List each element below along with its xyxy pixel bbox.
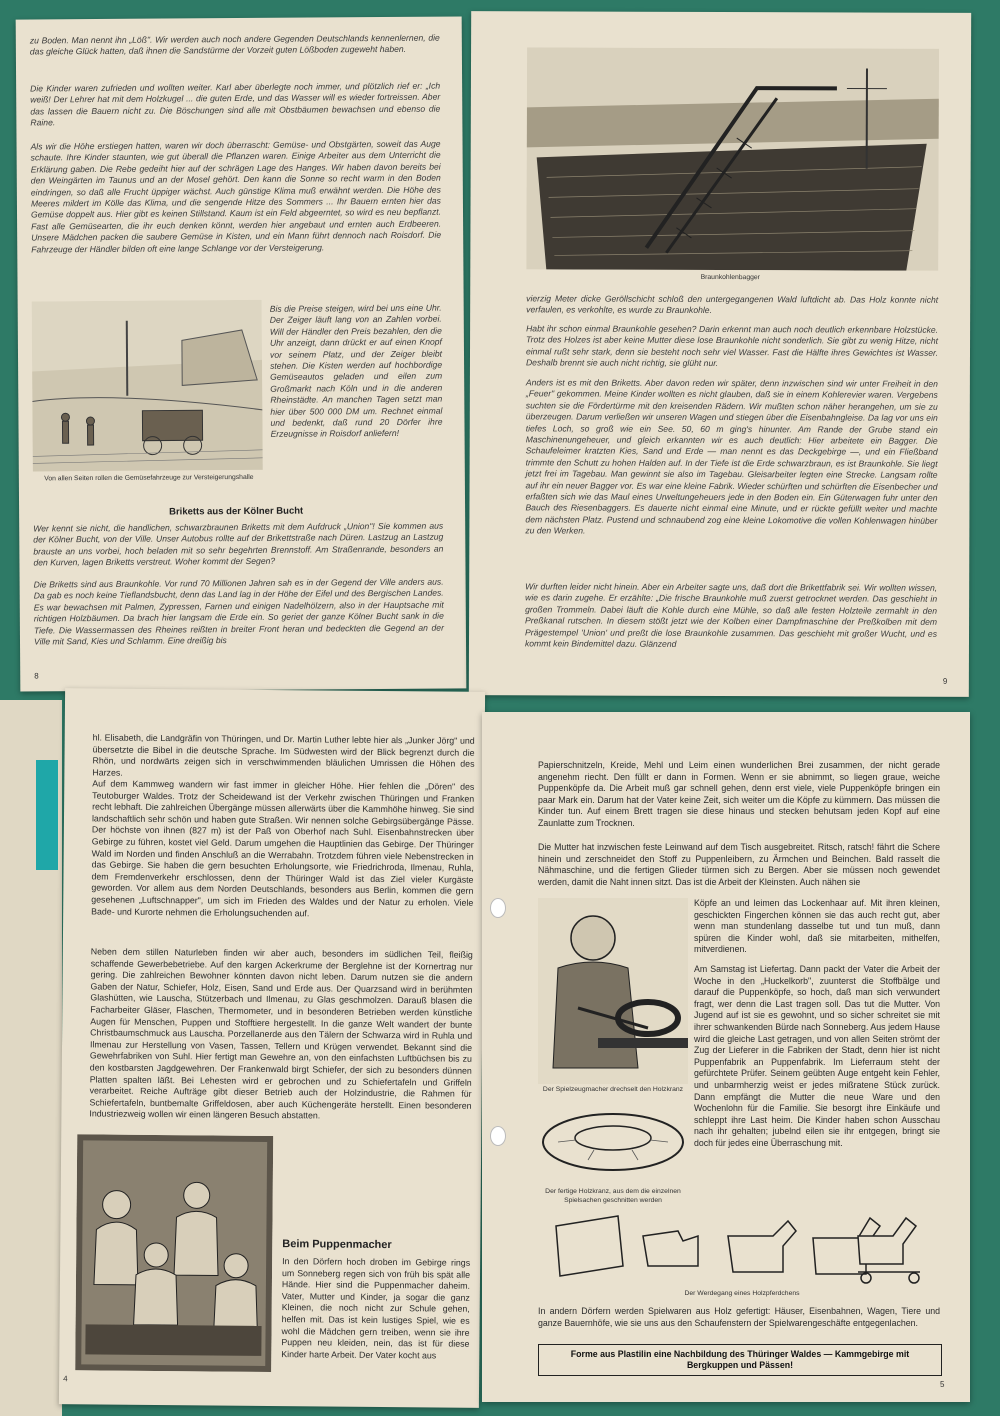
underlying-page-edge xyxy=(0,700,62,1416)
wooden-ring-illustration xyxy=(538,1108,688,1182)
illustration-caption: Der Werdegang eines Holzpferdchens xyxy=(684,1290,800,1297)
assignment-box: Forme aus Plastilin eine Nachbildung des Thüringer Waldes — Kammgebirge mit Bergkuppen und Pässen! xyxy=(538,1344,942,1376)
section-heading: Beim Puppenmacher xyxy=(282,1238,392,1252)
market-illustration xyxy=(32,300,263,472)
paragraph: Die Briketts sind aus Braunkohle. Vor rund 70 Millionen Jahren sah es in der Gegend der Ville anders aus. Da gab es noch keine Tieflandsbucht, denn das Land lag in der Höhe der Eifel und des Bergischen Landes. Es war bewachsen mit Palmen, Zypressen, Farnen und einigen Nadelhölzern, also in der Hauptsache mit richtigen Holzbäumen. Da brach hier langsam die Erde ein. So geriet der ganze Kölner Bucht sank in die Tiefe. Die Wassermassen des Rheines reißten in breiter Front heran und bedeckten die Gegend an der Ville mit Sand, Kies und Schlamm. Eine dreißig bis xyxy=(33,576,444,647)
paragraph: In andern Dörfern werden Spielwaren aus Holz gefertigt: Häuser, Eisenbahnen, Wagen, Tiere und ganze Bauernhöfe, wie sie uns aus den Schaufenstern der Spielwarengeschäfte entgegenlachen. xyxy=(538,1306,940,1328)
paragraph: Habt ihr schon einmal Braunkohle gesehen? Darin erkennt man auch noch deutlich erkennbare Holzstücke. Trotz des Holzes ist aber keine Mutter diese lose Braunkohle nicht sonderlich. Sie gibt zu wenig Hitze, nicht einmal rußt sehr stark, denn sie besteht noch sehr viel Wasser. Fast die Hälfte ihres Gewichtes ist Wasser. Deshalb brennt sie auch nicht richtig, sie glüht nur. xyxy=(525,323,939,369)
paragraph: Köpfe an und leimen das Lockenhaar auf. Mit ihren kleinen, geschickten Fingerchen können sie das auch recht gut, aber wenn man stundenlang dasselbe tut und tun muß, dann spüren die Kinder wohl, daß sie mitarbeiten, mithelfen, mitverdienen. xyxy=(694,898,940,955)
paragraph: Die Kinder waren zufrieden und wollten weiter. Karl aber überlegte noch immer, und plötzlich rief er: „Ich weiß! Der Lehrer hat mit dem Holzkugel ... die guten Erde, und das Wasser will es wieder fortreissen. Aber das lassen die Bauern nicht zu. Die Böschungen sind alle mit Obstbäumen bewachsen und ebenso die Raine. xyxy=(30,80,441,128)
page-4 xyxy=(59,688,485,1408)
wooden-horse-stages-illustration xyxy=(548,1206,938,1290)
paragraph: Anders ist es mit den Briketts. Aber davon reden wir später, denn inzwischen sind wir unter Freiheit in den „Feuer" gekommen. Meine Kinder wollten es nicht glauben, daß sie in einem Kohlerevier waren. Vergebens suchten sie die Fördertürme mit den kreisenden Rädern. Wir mußten schon näher herangehen, um sie zu überzeugen. Darum verließen wir unseren Wagen und stiegen über die Eisenbahngleise. Da lag vor uns ein tiefes Loch, so groß wie ein See. 50, 60 m ging's hinunter. Am Rande der Grube stand ein Maschinenungeheuer, und gleich erkannten wir es auch deutlich: Hier arbeitete ein Bagger. Die Schaufeleimer kratzten Kies, Sand und Erde — man nennt es das Deckgebirge —, und ein Fließband trimmte den Schutt zu hohen Halden auf. In der Tiefe ist die Erde schwarzbraun, es ist Braunkohle. Sie liegt jetzt frei im Tagebau. Man gewinnt sie also im Tagebau. Gleisarbeiter legten eine Strecke. Langsam rollte auf ihr ein neuer Bagger vor. Es war eine kleine Fabrik. Wieder schürften und schürften die Eisenbecher und erfaßten sich wie das Maul eines Urweltungeheuers jede in den Boden ein. Ein Güterwagen fuhr unter den Bauch des Riesenbaggers. Es dauerte nicht einmal eine Minute, und er rückte gefüllt weiter und machte dem nächsten Platz. Pustend und schnaubend zog eine kleine Lokomotive die vollen Kohlenwagen hinüber zu den Werken. xyxy=(525,377,938,536)
paragraph: Bis die Preise steigen, wird bei uns eine Uhr. Der Zeiger läuft lang von an Zahlen vorbei. Will der Händler den Preis bezahlen, den die Uhr anzeigt, dann drückt er auf einen Knopf vor seinem Platz, und der Zeiger bleibt stehen. Die Kisten werden auf hochbordige Gemüseautos geladen und eilen zum Großmarkt nach Köln und in die anderen Rheinstädte. An manchen Tagen setzt man hier über 500 000 DM um. Rechnet einmal und bedenkt, daß rund 20 Dörfer ihre Erzeugnisse in Roisdorf anliefern! xyxy=(269,302,443,440)
paragraph: Als wir die Höhe erstiegen hatten, waren wir doch überrascht: Gemüse- und Obstgärten, soweit das Auge schaute. Ihre Kinder staunten, wie gut überall die Pflanzen waren. Einige Arbeiter aus dem Unterricht die Erklärung gaben. Die Rebe gedeiht hier auf der schrägen Lage des Hanges. Wir haben davon bereits bei den Weingärten im Taunus und an der Mosel gehört. Den kann die Sonne so recht warm in den Boden eindringen, so daß alle Frucht üppiger wächst. Auch günstige Klima muß erwähnt werden. Die Höhe des Meeres mildert im Kölle das Klima, und die sengende Hitze des Sommers ... Ihr Bauern ernten hier das Gemüse doppelt aus. Hier gibt es keinen Stillstand. Kaum ist ein Feld abgeerntet, so wird es neu bepflanzt. Fast alle Gemüsearten, die ihr euch denken könnt, werden hier angebaut und ernten auch Erdbeeren. Unsere Mädchen packen die saubere Gemüse in Kisten, und ein Mann führt dennoch nach Roisdorf. Die Fahrzeuge der Händler bilden oft eine lange Schlange vor der Versteigerung. xyxy=(30,138,442,255)
paragraph: Wer kennt sie nicht, die handlichen, schwarzbraunen Briketts mit dem Aufdruck „Union"! Sie kommen aus der Kölner Bucht, von der Ville. Unser Autobus rollte auf der Brikettstraße nach Düren. Lastzug an Lastzug brauste an uns vorbei, hoch beladen mit so sehr begehrten Brennstoff. Am Straßenrande, besonders an den Kurven, lagen Briketts verstreut. Woher kommt der Segen? xyxy=(33,520,444,568)
paragraph: Papierschnitzeln, Kreide, Mehl und Leim einen wunderlichen Brei zusammen, der nicht gerade angenehm riecht. Den füllt er dann in Formen. Wenn er sie abnimmt, so liegen graue, weiche Puppenköpfe da. Die Arbeit muß gar schnell gehen, denn erst viele, viele Puppenköpfe bringen ein paar Mark ein. Darum hat der Vater keine Zeit, sich weiter um die Köpfe zu kümmern. Das müssen die Kinder tun. Auf einem Brett tragen sie diese hinaus und stecken behutsam jeden Kopf auf eine Zaunlatte zum Trocknen. xyxy=(538,760,940,828)
teal-cover-strip xyxy=(36,760,58,870)
paragraph: Die Mutter hat inzwischen feste Leinwand auf dem Tisch ausgebreitet. Ritsch, ratsch! fährt die Schere hinein und zerschneidet den Stoff zu Puppenleibern, zu Ärmchen und Beinchen. Bald rasselt die Nähmaschine, und die fertigen Glieder türmen sich zu Bergen. Aber sie müssen noch gewendet werden, damit die Naht innen sitzt. Das ist die Arbeit der Kleinsten. Auch nähen sie xyxy=(538,842,940,887)
paragraph: Wir durften leider nicht hinein. Aber ein Arbeiter sagte uns, daß dort die Brikettfabrik sei. Wir wollten wissen, wie es darin zugehe. Er erzählte: „Die frische Braunkohle muß zuerst getrocknet werden. Das geschieht in großen Trommeln. Dabei läuft die Kohle durch eine Mühle, so daß alle festen Holzteile zermahlt in den Preßkanal rutschen. In diesem stößt jetzt wie der Kolben einer Dampfmaschine der Preßkolben mit dem Prägestempel 'Union' und preßt die lose Braunkohle zusammen. Das geschieht mit großer Wucht, und es kommt kein Bindemittel dazu. Glänzend xyxy=(524,581,938,649)
page-number: 5 xyxy=(940,1380,945,1389)
section-heading: Briketts aus der Kölner Bucht xyxy=(169,505,304,518)
page-number: 8 xyxy=(34,671,39,681)
paragraph: Auf dem Kammweg wandern wir fast immer in gleicher Höhe. Hier fehlen die „Dören" des Teutoburger Waldes. Trotz der Scheidewand ist der Verkehr zwischen Thüringen und Franken recht lebhaft. Die zahlreichen Übergänge müssen allerwärts über die Kammhöhe hinweg. Sie sind landschaftlich sehr schön und haben gute Straßen. Wir nennen solche Gebirgsübergänge Pässe. Der höchste von ihnen (827 m) ist der Paß von Oberhof nach Suhl. Eisenbahnstrecken über Gebirge zu führen, kostet viel Geld. Darum umgehen die Hauptlinien das Gebirge. Der Thüringer Wald im Norden und finden Anschluß an die Werrabahn. Trotzdem führen viele Nebenstrecken in das Gebirge. Sie haben die gern besuchten Erholungsorte, wie Friedrichroda, Ilmenau, Ruhla, dem Fremdenverkehr erschlossen, denn der Thüringer Wald ist das Ziel vieler Kurgäste geworden. Vor allem aus dem Norden Deutschlands, besonders aus Berlin, kommen die gern gesehenen „Luftschnapper", um sich im Frieden des Waldes und der Natur zu erholen. Viele Bade- und Kurorte nehmen die Erholungsuchenden auf. xyxy=(91,778,475,918)
paragraph: hl. Elisabeth, die Landgräfin von Thüringen, und Dr. Martin Luther lebte hier als „Junker Jörg" und übersetzte die Bibel in die deutsche Sprache. Im Südwesten wird der Blick begrenzt durch die Rhön, und nordwärts zeigen sich in verschwimmenden bläulichen Umrissen die Höhen des Harzes. xyxy=(92,732,475,778)
paragraph: Am Samstag ist Liefertag. Dann packt der Vater die Arbeit der Woche in den „Huckelkorb", zuunterst die Stoffbälge und darauf die Puppenköpfe, so hoch, daß man sich verwundert fragt, wer denn die Last tragen soll. Das tut die Mutter. Von Jugend auf ist sie es gewohnt, und so sicher schreitet sie mit ihrer schwankenden Bürde nach Sonneberg. Aus jedem Hause wird die gleiche Last getragen, und von allen Seiten strömt der Zug der Lieferer in die Fabriken der Stadt, denn hier ist nicht Puppenfabrik an Puppenfabrik. Im Lieferraum steht der gefürchtete Prüfer. Seinem geübten Auge entgeht kein Fehler, und unbarmherzig weist er jedes mißratene Stück zurück. Dann empfängt die Mutter die neue Ware und den Wochenlohn für die Familie. Sie besorgt ihre Einkäufe und schleppt ihre Last heim. Die Kinder haben schon Ausschau nach ihr gehalten; jubelnd eilen sie ihr entgegen, bringt sie doch für jedes eine Überraschung mit. xyxy=(694,964,940,1148)
page-9 xyxy=(469,11,971,697)
page-8 xyxy=(16,16,467,691)
punch-hole xyxy=(490,898,506,918)
paragraph: zu Boden. Man nennt ihn „Löß". Wir werden auch noch andere Gegenden Deutschlands kennenlernen, die das gleiche Glück hatten, daß ihnen die Sandstürme der Vorzeit guten Lößboden zugeweht haben. xyxy=(29,32,440,57)
paragraph: In den Dörfern hoch droben im Gebirge rings um Sonneberg regen sich von früh bis spät alle Hände. Hier sind die Puppenmacher daheim. Vater, Mutter und Kinder, ja sogar die ganz Kleinen, die noch nicht zur Schule gehen, helfen mit. Das ist kein lustiges Spiel, wie es wohl die Mädchen gern treiben, wenn sie ihre Puppen neu kleiden, nein, das ist für diese Kinder harte Arbeit. Der Vater kocht aus xyxy=(281,1256,471,1361)
page-5 xyxy=(482,712,970,1402)
illustration-caption: Braunkohlenbagger xyxy=(700,273,760,282)
woodturner-illustration xyxy=(538,898,688,1084)
page-number: 4 xyxy=(63,1374,68,1384)
excavator-illustration xyxy=(526,47,939,270)
illustration-caption: Der fertige Holzkranz, aus dem die einzelnen Spielsachen geschnitten werden xyxy=(545,1188,681,1204)
paragraph: Neben dem stillen Naturleben finden wir aber auch, besonders im südlichen Teil, fleißig schaffende Gewerbebetriebe. Auf den kargen Ackerkrume der Berglehne ist der Kornertrag nur gering. Die zahlreichen Bewohner könnten davon nicht leben. Darum nutzen sie die andern Gaben der Natur, Schiefer, Holz, Eisen, Sand und Erde aus. Der Quarzsand wird in berühmten Glashütten, wie Lauscha, Stützerbach und Ilmenau, zu Glas geschmolzen. Darauß blasen die Facharbeiter Gläser, Flaschen, Thermometer, und in besonderen Betrieben werden künstliche Augen für Menschen, Puppen und Stofftiere hergestellt. In die ganze Welt wandert der bunte Christbaumschmuck aus Lauscha. Porzellanerde aus den Tälern der Schwarza wird in Ruhla und Ilmenau zur Herstellung von Vasen, Tassen, Tellern und Krügen verwendet. Bekannt sind die Gewehrfabriken von Suhl. Hier fertigt man Gewehre an, von den einfachsten Luftbüchsen bis zu den kostbarsten Jagdgewehren. Der Frankenwald birgt Schiefer, der sich zu besonders dünnen Platten spalten läßt. Bei Lehesten wird er gebrochen und zu Schiefertafeln und Griffeln verarbeitet. Reiche Aufträge gibt dieser Betrieb auch der Holzindustrie, die Rahmen für Schiefertafeln, buntbemalte Griffeldosen, aber auch Küchengeräte herstellt. Einen besonderen Industriezweig wollen wir einen längeren Besuch abstatten. xyxy=(89,946,473,1121)
illustration-caption: Von allen Seiten rollen die Gemüsefahrzeuge zur Versteigerungshalle xyxy=(44,473,254,483)
doll-workshop-illustration xyxy=(75,1134,273,1372)
punch-hole xyxy=(490,1126,506,1146)
page-number: 9 xyxy=(942,676,948,686)
illustration-caption: Der Spielzeugmacher drechselt den Holzkranz xyxy=(542,1086,684,1093)
paragraph: vierzig Meter dicke Geröllschicht schloß den untergegangenen Wald luftdicht ab. Das Holz konnte nicht verfaulen, es verkohlte, es wurde zu Braunkohle. xyxy=(526,293,939,316)
